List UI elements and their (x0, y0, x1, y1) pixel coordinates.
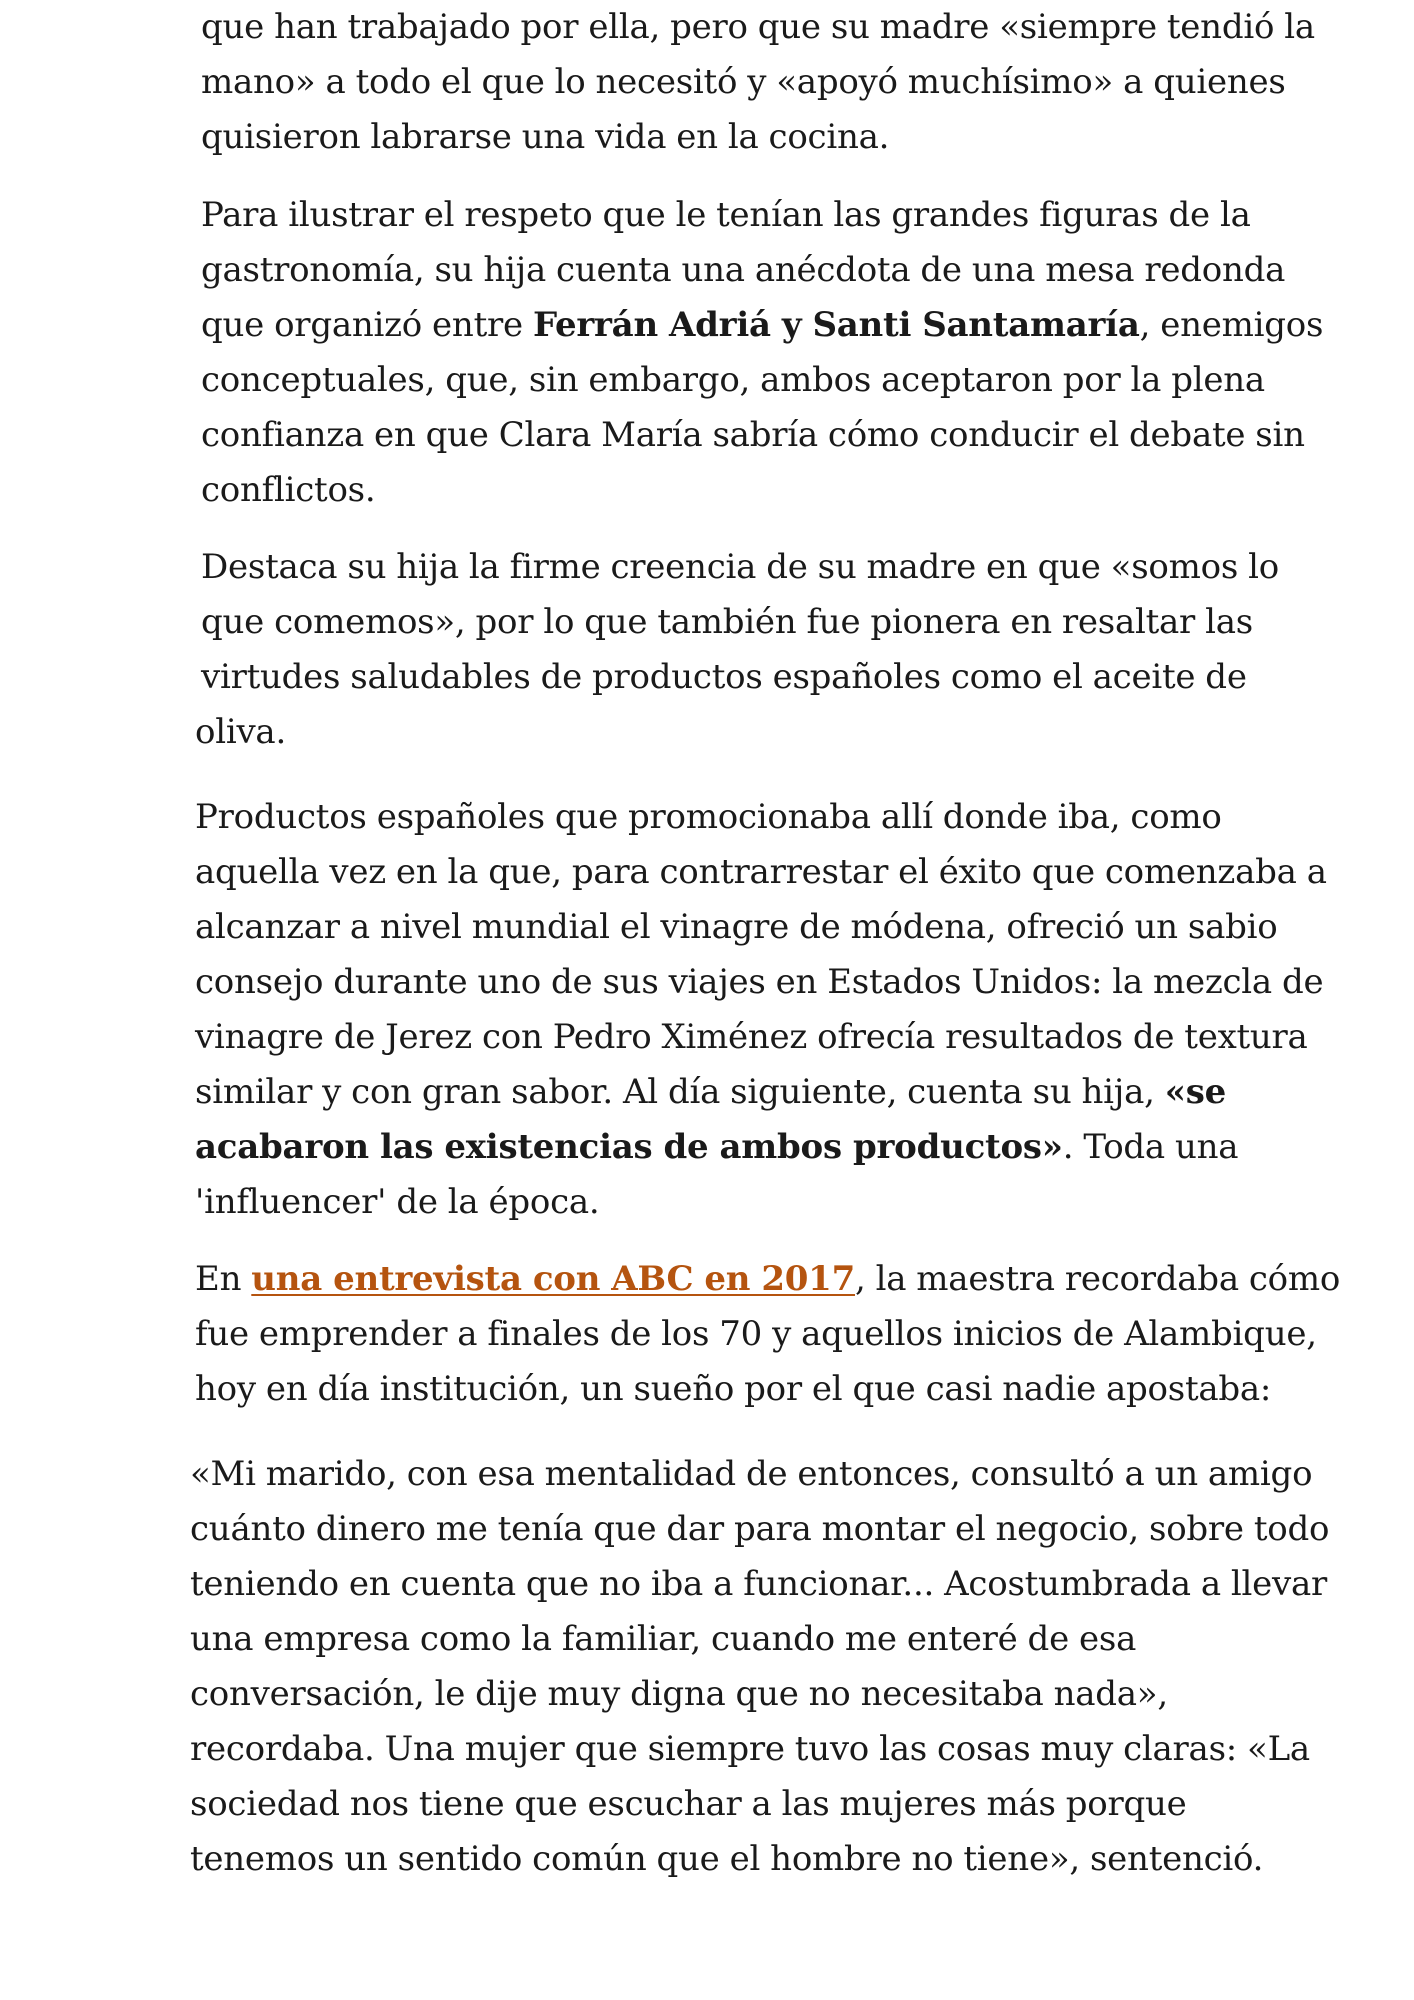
paragraph-text: , enemigos conceptuales, que, sin embargo, ambos aceptaron por la plena confianza en que Clara María sabría cómo conducir el debate sin conflictos. (201, 305, 1324, 510)
article-paragraph-6 (190, 1447, 1390, 1887)
paragraph-text: En (195, 1259, 252, 1299)
article-paragraph-5 (195, 1252, 1375, 1417)
paragraph-text: Destaca su hija la firme creencia de su madre en que «somos lo que comemos», por lo que también fue pionera en resaltar las virtudes saludables de productos españoles como el aceite de (201, 547, 1279, 697)
paragraph-text: «Mi marido, con esa mentalidad de entonces, consultó a un amigo cuánto dinero me tenía que dar para montar el negocio, sobre todo teniendo en cuenta que no iba a funcionar... Acostumbrada a llevar una empresa como la familiar, cuando me enteré de esa conversación, le dije muy digna que no necesitaba nada», recordaba. Una mujer que siempre tuvo las cosas muy claras: «La sociedad nos tiene que escuchar a las mujeres más porque tenemos un sentido común que el hombre no tiene», sentenció. (190, 1454, 1330, 1879)
paragraph-text: que han trabajado por ella, pero que su madre «siempre tendió la mano» a todo el que lo necesitó y «apoyó muchísimo» a quienes quisieron labrarse una vida en la cocina. (201, 7, 1315, 157)
paragraph-last-line: oliva. (195, 712, 287, 752)
article-paragraph-4 (195, 790, 1375, 1230)
bold-quote: «se acabaron las existencias de ambos productos» (195, 1072, 1227, 1167)
paragraph-text: . Toda una 'influencer' de la época. (195, 1127, 1239, 1222)
bold-names: Ferrán Adriá y Santi Santamaría (532, 305, 1140, 345)
interview-link[interactable]: una entrevista con ABC en 2017 (251, 1259, 855, 1299)
paragraph-text: Productos españoles que promocionaba allí donde iba, como aquella vez en la que, para contrarrestar el éxito que comenzaba a alcanzar a nivel mundial el vinagre de módena, ofreció un sabio consejo durante uno de sus viajes en Estados Unidos: la mezcla de vinagre de Jerez con Pedro Ximénez ofrecía resultados de textura similar y con gran sabor. Al día siguiente, cuenta su hija, (195, 797, 1327, 1112)
paragraph-text: Para ilustrar el respeto que le tenían las grandes figuras de la gastronomía, su hija cuenta una anécdota de una mesa redonda que organizó entre (201, 195, 1286, 345)
article-paragraph-2 (201, 188, 1361, 518)
paragraph-text: , la maestra recordaba cómo fue emprender a finales de los 70 y aquellos inicios de Alambique, hoy en día institución, un sueño por el que casi nadie apostaba: (195, 1259, 1341, 1409)
article-paragraph-1 (201, 0, 1361, 165)
article-paragraph-3 (195, 540, 1361, 760)
